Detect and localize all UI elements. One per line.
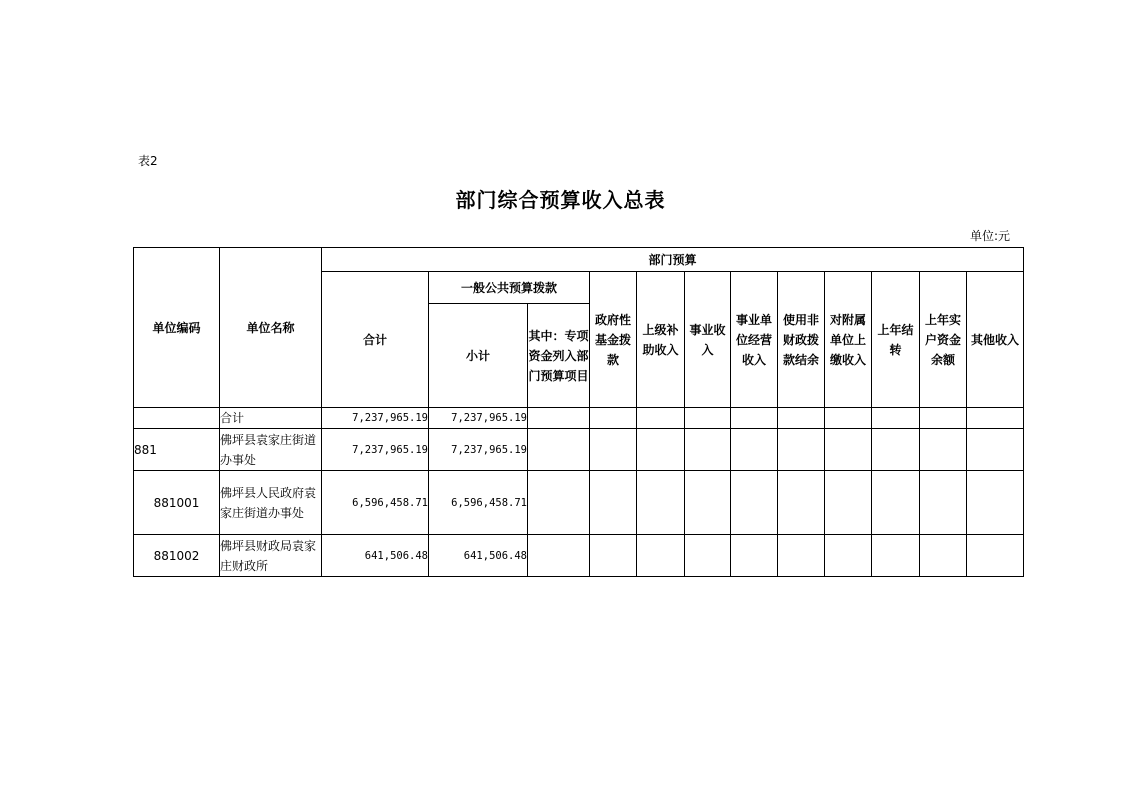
header-special-funds: 其中：专项资金列入部门预算项目 — [528, 304, 590, 408]
header-affiliated-income: 对附属单位上缴收入 — [825, 272, 872, 408]
header-subtotal: 小计 — [429, 304, 528, 408]
table-row — [134, 429, 1024, 471]
row-name: 佛坪县人民政府袁家庄街道办事处 — [220, 471, 322, 535]
header-unit-name: 单位名称 — [220, 248, 322, 408]
table-row — [134, 535, 1024, 577]
row-subtotal: 7,237,965.19 — [429, 429, 528, 471]
header-other-income: 其他收入 — [967, 272, 1024, 408]
row-code: 881001 — [134, 471, 220, 535]
row-total: 6,596,458.71 — [322, 471, 429, 535]
table-row — [134, 471, 1024, 535]
header-account-balance: 上年实户资金余额 — [920, 272, 967, 408]
header-total: 合计 — [322, 272, 429, 408]
unit-label: 单位:元 — [970, 229, 1011, 243]
row-name: 佛坪县财政局袁家庄财政所 — [220, 535, 322, 577]
header-gov-fund: 政府性基金拨款 — [590, 272, 637, 408]
row-name: 佛坪县袁家庄街道办事处 — [220, 429, 322, 471]
row-subtotal: 7,237,965.19 — [429, 408, 528, 429]
header-dept-budget: 部门预算 — [322, 248, 1024, 272]
table-row — [134, 408, 1024, 429]
row-total: 7,237,965.19 — [322, 429, 429, 471]
row-total: 641,506.48 — [322, 535, 429, 577]
header-business-operating: 事业单位经营收入 — [731, 272, 778, 408]
header-general-public-budget: 一般公共预算拨款 — [429, 272, 590, 304]
row-name: 合计 — [220, 408, 322, 429]
row-subtotal: 641,506.48 — [429, 535, 528, 577]
row-total: 7,237,965.19 — [322, 408, 429, 429]
row-code: 881 — [134, 429, 220, 471]
header-upper-subsidy: 上级补助收入 — [637, 272, 685, 408]
document-title: 部门综合预算收入总表 — [455, 188, 666, 212]
header-carryover: 上年结转 — [872, 272, 920, 408]
budget-revenue-table — [133, 247, 1024, 577]
row-code — [134, 408, 220, 429]
row-subtotal: 6,596,458.71 — [429, 471, 528, 535]
row-code: 881002 — [134, 535, 220, 577]
header-non-fiscal-balance: 使用非财政拨款结余 — [778, 272, 825, 408]
table-number: 表2 — [138, 154, 158, 168]
header-unit-code: 单位编码 — [134, 248, 220, 408]
header-business-income: 事业收入 — [685, 272, 731, 408]
